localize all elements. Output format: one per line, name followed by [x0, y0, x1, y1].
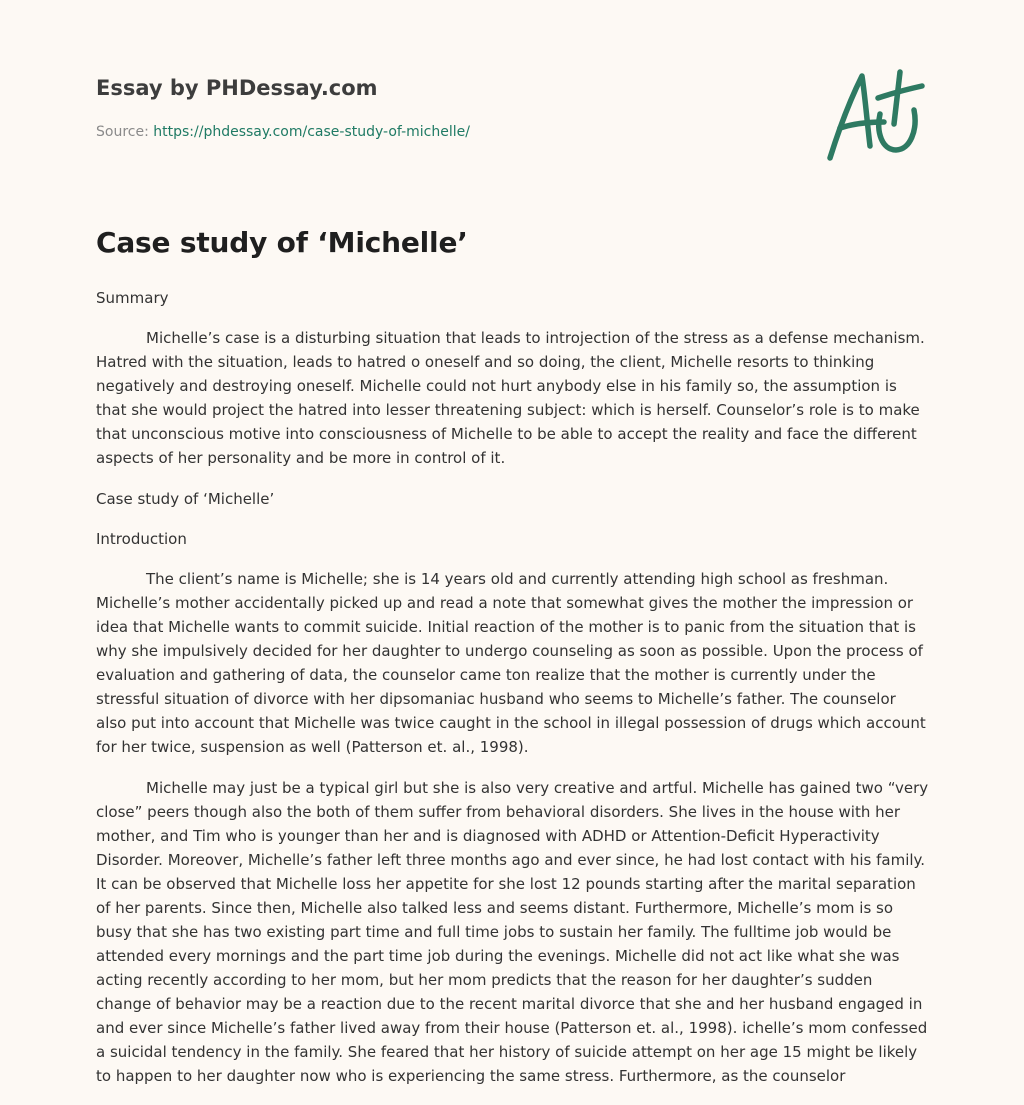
summary-heading: Summary: [96, 289, 169, 307]
case-study-subheading: Case study of ‘Michelle’: [96, 490, 275, 508]
source-link[interactable]: https://phdessay.com/case-study-of-michelle/: [153, 124, 470, 140]
introduction-heading: Introduction: [96, 530, 187, 548]
summary-paragraph: Michelle’s case is a disturbing situation that leads to introjection of the stress as a defense mechanism. Hatred with the situation, leads to hatred o oneself and so doing, the client, Michelle resorts to thinking negatively and destroying oneself. Michelle could not hurt anybody else in his family so, the assumption is that she would project the hatred into lesser threatening subject: which is herself. Counselor’s role is to make that unconscious motive into consciousness of Michelle to be able to accept the reality and face the different aspects of her personality and be more in control of it.: [96, 329, 925, 467]
source-line: [96, 124, 470, 140]
body-paragraph-1: The client’s name is Michelle; she is 14 years old and currently attending high school as freshman. Michelle’s mother accidentally picked up and read a note that somewhat gives the mother the impression or idea that Michelle wants to commit suicide. Initial reaction of the mother is to panic from the situation that is why she impulsively decided for her daughter to undergo counseling as soon as possible. Upon the process of evaluation and gathering of data, the counselor came ton realize that the mother is currently under the stressful situation of divorce with her dipsomaniac husband who seems to Michelle’s father. The counselor also put into account that Michelle was twice caught in the school in illegal possession of drugs which account for her twice, suspension as well (Patterson et. al., 1998).: [96, 570, 926, 756]
body-paragraph-2: Michelle may just be a typical girl but she is also very creative and artful. Michelle has gained two “very close” peers though also the both of them suffer from behavioral disorders. She lives in the house with her mother, and Tim who is younger than her and is diagnosed with ADHD or Attention-Deficit Hyperactivity Disorder. Moreover, Michelle’s father left three months ago and ever since, he had lost contact with his family. It can be observed that Michelle loss her appetite for she lost 12 pounds starting after the marital separation of her parents. Since then, Michelle also talked less and seems distant. Furthermore, Michelle’s mom is so busy that she has two existing part time and full time jobs to sustain her family. The fulltime job would be attended every mornings and the part time job during the evenings. Michelle did not act like what she was acting recently according to her mom, but her mom predicts that the reason for her daughter’s sudden change of behavior may be a reaction due to the recent marital divorce that she and her husband engaged in and ever since Michelle’s father lived away from their house (Patterson et. al., 1998). ichelle’s mom confessed a suicidal tendency in the family. She feared that her history of suicide attempt on her age 15 might be likely to happen to her daughter now who is experiencing the same stress. Furthermore, as the counselor: [96, 779, 929, 1085]
a-plus-logo-icon: [818, 66, 930, 166]
document-title: Case study of ‘Michelle’: [96, 226, 468, 259]
source-label: Source:: [96, 124, 154, 140]
site-title: Essay by PHDessay.com: [96, 76, 378, 100]
essay-content: [96, 286, 930, 1105]
